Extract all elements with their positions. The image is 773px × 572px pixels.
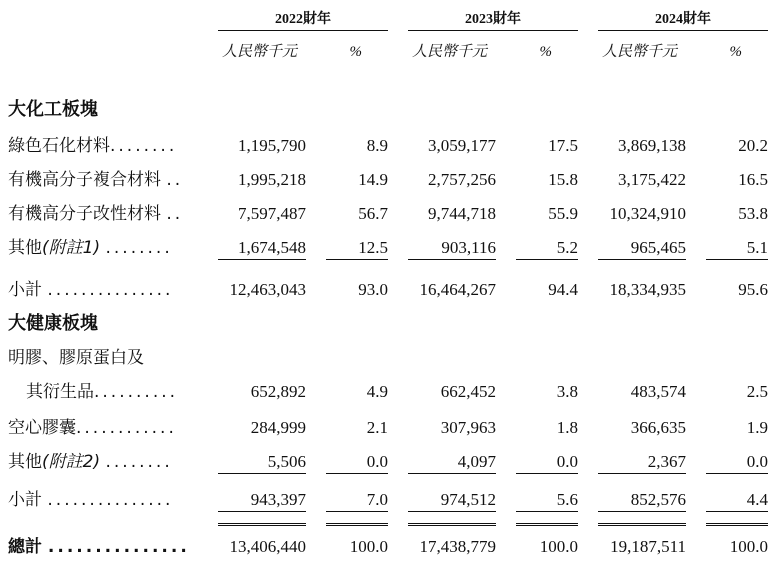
- cell-row4-2022-pct: 93.0: [358, 280, 388, 299]
- cell-row8-2023-amount: 4,097: [457, 452, 496, 471]
- row-label-total: 總計 ...............: [8, 537, 190, 557]
- year-header-2022: 2022財年: [218, 10, 388, 31]
- row-label-other-1: 其他(附註1) ........: [8, 238, 173, 258]
- cell-row8-2024-amount: 2,367: [647, 452, 686, 471]
- cell-row9-2024-pct: 4.4: [746, 490, 768, 509]
- cell-row0-2024-amount: 3,869,138: [618, 136, 686, 155]
- cell-row4-2023-pct: 94.4: [548, 280, 578, 299]
- cell-row10-2022-amount: 13,406,440: [229, 537, 306, 556]
- year-header-2024: 2024財年: [598, 10, 768, 31]
- cell-row8-2022-pct: 0.0: [366, 452, 388, 471]
- cell-row9-2023-amount: 974,512: [440, 490, 496, 509]
- cell-row7-2024-pct: 1.9: [746, 418, 768, 437]
- row-label-polymer-modified: 有機高分子改性材料 ..: [8, 204, 184, 224]
- cell-row3-2024-amount: 965,465: [630, 238, 686, 257]
- section-title-health: 大健康板塊: [8, 313, 98, 334]
- unit-header-2022: 人民幣千元: [222, 44, 298, 60]
- cell-row2-2023-pct: 55.9: [548, 204, 578, 223]
- cell-row4-2022-amount: 12,463,043: [229, 280, 306, 299]
- cell-row6-2023-pct: 3.8: [556, 382, 578, 401]
- cell-row1-2022-amount: 1,995,218: [238, 170, 306, 189]
- cell-row9-2022-pct: 7.0: [366, 490, 388, 509]
- row-label-green-petrochemical: 綠色石化材料........: [8, 136, 178, 156]
- cell-row2-2024-pct: 53.8: [738, 204, 768, 223]
- cell-row9-2024-amount: 852,576: [630, 490, 686, 509]
- cell-row3-2024-pct: 5.1: [746, 238, 768, 257]
- cell-row3-2023-pct: 5.2: [556, 238, 578, 257]
- pct-header-2022: %: [349, 44, 362, 60]
- cell-row10-2024-pct: 100.0: [729, 537, 768, 556]
- cell-row9-2023-pct: 5.6: [556, 490, 578, 509]
- cell-row7-2022-pct: 2.1: [366, 418, 388, 437]
- cell-row2-2022-amount: 7,597,487: [238, 204, 306, 223]
- cell-row4-2024-pct: 95.6: [738, 280, 768, 299]
- cell-row10-2023-amount: 17,438,779: [419, 537, 496, 556]
- year-header-2023: 2023財年: [408, 10, 578, 31]
- cell-row0-2023-pct: 17.5: [548, 136, 578, 155]
- cell-row4-2024-amount: 18,334,935: [609, 280, 686, 299]
- cell-row10-2024-amount: 19,187,511: [610, 537, 686, 556]
- cell-row6-2022-pct: 4.9: [366, 382, 388, 401]
- row-label-gelatin-derivatives: 其衍生品..........: [26, 382, 179, 402]
- cell-row1-2024-amount: 3,175,422: [618, 170, 686, 189]
- cell-row6-2022-amount: 652,892: [250, 382, 306, 401]
- cell-row7-2023-amount: 307,963: [440, 418, 496, 437]
- cell-row2-2024-amount: 10,324,910: [609, 204, 686, 223]
- cell-row0-2023-amount: 3,059,177: [428, 136, 496, 155]
- cell-row6-2024-amount: 483,574: [630, 382, 686, 401]
- row-label-other-2: 其他(附註2) ........: [8, 452, 173, 472]
- cell-row9-2022-amount: 943,397: [250, 490, 306, 509]
- row-label-subtotal-chemical: 小計 ...............: [8, 280, 174, 300]
- cell-row0-2024-pct: 20.2: [738, 136, 768, 155]
- unit-header-2024: 人民幣千元: [602, 44, 678, 60]
- cell-row1-2024-pct: 16.5: [738, 170, 768, 189]
- row-label-capsules: 空心膠囊............: [8, 418, 177, 438]
- section-title-chemical: 大化工板塊: [8, 99, 98, 120]
- cell-row4-2023-amount: 16,464,267: [419, 280, 496, 299]
- row-label-polymer-composite: 有機高分子複合材料 ..: [8, 170, 184, 190]
- cell-row8-2022-amount: 5,506: [267, 452, 306, 471]
- cell-row7-2022-amount: 284,999: [250, 418, 306, 437]
- cell-row6-2023-amount: 662,452: [440, 382, 496, 401]
- cell-row1-2023-amount: 2,757,256: [428, 170, 496, 189]
- cell-row7-2023-pct: 1.8: [556, 418, 578, 437]
- cell-row3-2022-amount: 1,674,548: [238, 238, 306, 257]
- cell-row3-2023-amount: 903,116: [441, 238, 496, 257]
- unit-header-2023: 人民幣千元: [412, 44, 488, 60]
- cell-row10-2022-pct: 100.0: [349, 537, 388, 556]
- cell-row8-2023-pct: 0.0: [556, 452, 578, 471]
- cell-row2-2023-amount: 9,744,718: [428, 204, 496, 223]
- cell-row6-2024-pct: 2.5: [746, 382, 768, 401]
- pct-header-2024: %: [729, 44, 742, 60]
- cell-row3-2022-pct: 12.5: [358, 238, 388, 257]
- row-label-gelatin: 明膠、膠原蛋白及: [8, 348, 144, 368]
- cell-row2-2022-pct: 56.7: [358, 204, 388, 223]
- cell-row0-2022-pct: 8.9: [366, 136, 388, 155]
- cell-row10-2023-pct: 100.0: [539, 537, 578, 556]
- pct-header-2023: %: [539, 44, 552, 60]
- cell-row1-2023-pct: 15.8: [548, 170, 578, 189]
- cell-row7-2024-amount: 366,635: [630, 418, 686, 437]
- cell-row0-2022-amount: 1,195,790: [238, 136, 306, 155]
- row-label-subtotal-health: 小計 ...............: [8, 490, 174, 510]
- cell-row1-2022-pct: 14.9: [358, 170, 388, 189]
- cell-row8-2024-pct: 0.0: [746, 452, 768, 471]
